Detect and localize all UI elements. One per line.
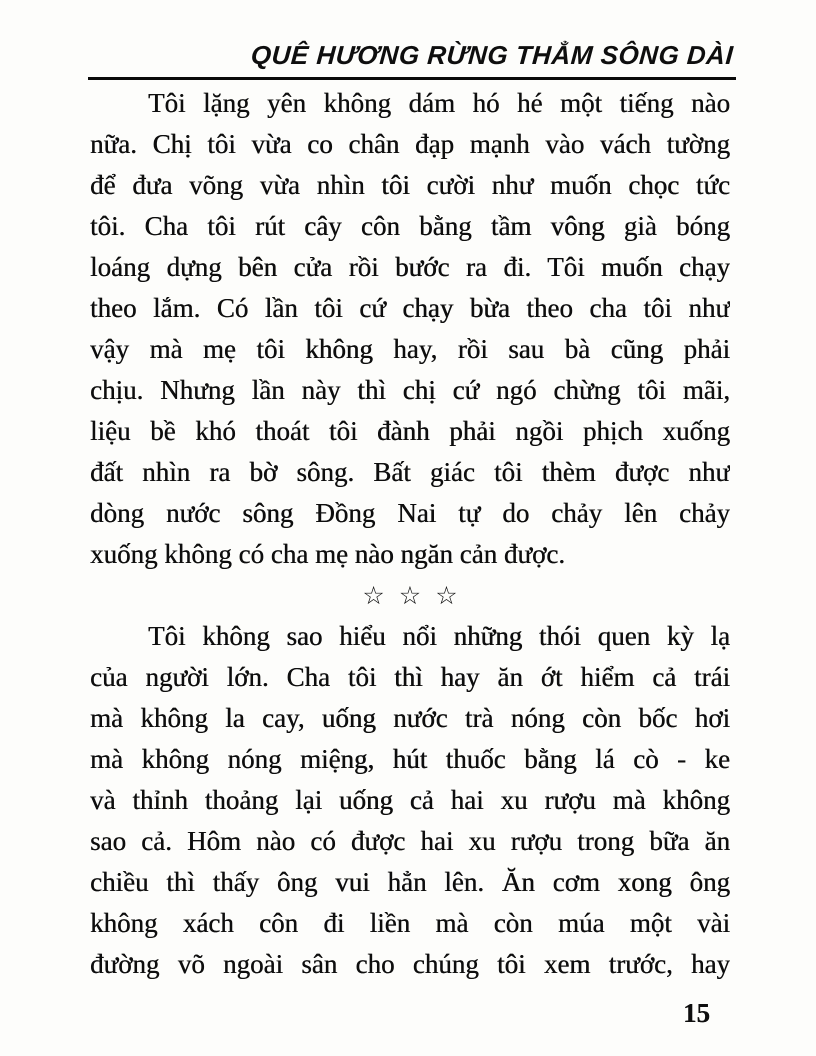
text-line: theo lắm. Có lần tôi cứ chạy bừa theo cha tôi như <box>90 293 730 323</box>
page-number: 15 <box>683 998 710 1028</box>
text-line: liệu bề khó thoát tôi đành phải ngồi phịch xuống <box>90 416 730 446</box>
text-line: để đưa võng vừa nhìn tôi cười như muốn chọc tức <box>90 170 730 200</box>
text-line: Tôi lặng yên không dám hó hé một tiếng nào <box>148 88 730 118</box>
text-line: dòng nước sông Đồng Nai tự do chảy lên chảy <box>90 498 730 528</box>
text-line: sao cả. Hôm nào có được hai xu rượu trong bữa ăn <box>90 826 730 856</box>
text-line: nữa. Chị tôi vừa co chân đạp mạnh vào vách tường <box>90 129 730 159</box>
text-line: và thỉnh thoảng lại uống cả hai xu rượu mà không <box>90 785 730 815</box>
text-line: chịu. Nhưng lần này thì chị cứ ngó chừng tôi mãi, <box>90 375 730 405</box>
text-line: không xách côn đi liền mà còn múa một vài <box>90 908 730 938</box>
running-header-title: QUÊ HƯƠNG RỪNG THẲM SÔNG DÀI <box>249 40 735 70</box>
text-line: chiều thì thấy ông vui hẳn lên. Ăn cơm xong ông <box>90 867 730 897</box>
text-line: đất nhìn ra bờ sông. Bất giác tôi thèm được như <box>90 457 730 487</box>
text-line: của người lớn. Cha tôi thì hay ăn ớt hiểm cả trái <box>90 662 730 692</box>
paragraph-1 <box>90 83 730 575</box>
text-line: Tôi không sao hiểu nổi những thói quen kỳ lạ <box>148 621 730 651</box>
section-separator-stars: ☆☆☆ <box>362 581 472 610</box>
text-line: đường võ ngoài sân cho chúng tôi xem trước, hay <box>90 949 730 979</box>
text-line: mà không la cay, uống nước trà nóng còn bốc hơi <box>90 703 730 733</box>
header-rule <box>88 77 736 80</box>
text-line: vậy mà mẹ tôi không hay, rồi sau bà cũng phải <box>90 334 730 364</box>
page-body <box>90 83 730 985</box>
text-line: loáng dựng bên cửa rồi bước ra đi. Tôi muốn chạy <box>90 252 730 282</box>
text-line: xuống không có cha mẹ nào ngăn cản được. <box>90 539 566 569</box>
text-line: mà không nóng miệng, hút thuốc bằng lá cò - ke <box>90 744 730 774</box>
paragraph-2 <box>90 616 730 985</box>
text-line: tôi. Cha tôi rút cây côn bằng tầm vông già bóng <box>90 211 730 241</box>
